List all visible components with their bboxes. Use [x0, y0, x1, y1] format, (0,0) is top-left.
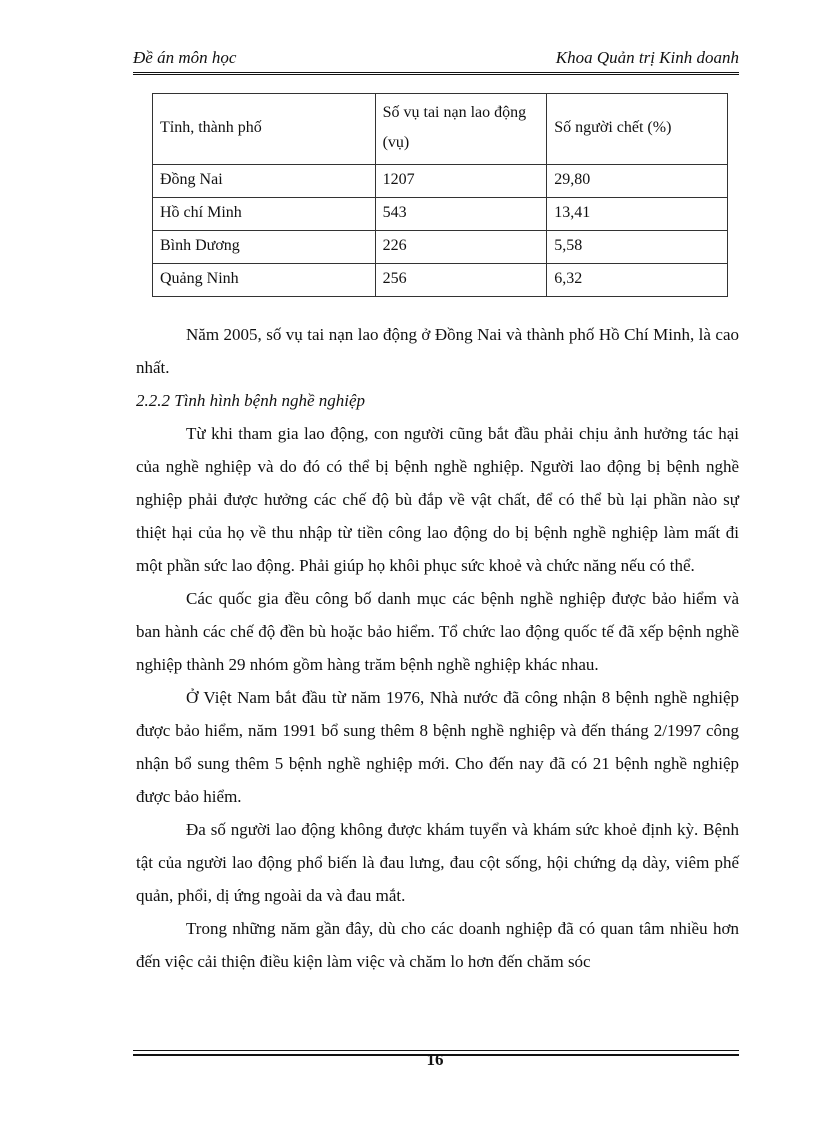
table-cell: 226	[375, 231, 547, 264]
table-header-cell: Số người chết (%)	[547, 94, 728, 165]
table-header-text: Số vụ tai nạn lao động (vụ)	[382, 104, 527, 151]
table-row	[153, 231, 728, 264]
table-header-cell	[375, 94, 547, 165]
paragraph: Ở Việt Nam bắt đầu từ năm 1976, Nhà nước đã công nhận 8 bệnh nghề nghiệp được bảo hiểm, năm 1991 bổ sung thêm 8 bệnh nghề nghiệp và đến tháng 2/1997 công nhận bổ sung thêm 5 bệnh nghề nghiệp mới. Cho đến nay đã có 21 bệnh nghề nghiệp được bảo hiểm.	[136, 688, 739, 806]
table-cell: 256	[375, 264, 547, 297]
table-header-cell: Tỉnh, thành phố	[153, 94, 376, 165]
page-number: 16	[426, 1050, 444, 1069]
header-course-title: Đề án môn học	[133, 48, 237, 67]
page-header	[133, 46, 739, 72]
table-cell: 1207	[375, 165, 547, 198]
table-cell: 29,80	[547, 165, 728, 198]
paragraph: Từ khi tham gia lao động, con người cũng bắt đầu phải chịu ảnh hưởng tác hại của nghề nghiệp và do đó có thể bị bệnh nghề nghiệp. Người lao động bị bệnh nghề nghiệp phải được hưởng các chế độ bù đắp về vật chất, để có thể bù lại phần nào sự thiệt hại của họ về thu nhập từ tiền công lao động do bị bệnh nghề nghiệp làm mất đi một phần sức lao động. Phải giúp họ khôi phục sức khoẻ và chức năng nếu có thể.	[136, 424, 739, 575]
header-divider	[133, 72, 739, 75]
table-row	[153, 198, 728, 231]
table-row	[153, 264, 728, 297]
table-cell: Đồng Nai	[153, 165, 376, 198]
paragraph: Năm 2005, số vụ tai nạn lao động ở Đồng Nai và thành phố Hồ Chí Minh, là cao nhất.	[136, 325, 739, 377]
paragraph: Trong những năm gần đây, dù cho các doanh nghiệp đã có quan tâm nhiều hơn đến việc cải thiện điều kiện làm việc và chăm lo hơn đến chăm sóc	[136, 919, 739, 971]
table-header-row	[153, 94, 728, 165]
table-cell: 543	[375, 198, 547, 231]
table-cell: 13,41	[547, 198, 728, 231]
table-cell: Bình Dương	[153, 231, 376, 264]
body-text	[136, 318, 739, 978]
table-cell: Quảng Ninh	[153, 264, 376, 297]
paragraph: Các quốc gia đều công bố danh mục các bệnh nghề nghiệp được bảo hiểm và ban hành các chế độ đền bù hoặc bảo hiểm. Tổ chức lao động quốc tế đã xếp bệnh nghề nghiệp thành 29 nhóm gồm hàng trăm bệnh nghề nghiệp khác nhau.	[136, 589, 739, 674]
section-heading: 2.2.2 Tình hình bệnh nghề nghiệp	[136, 391, 366, 410]
paragraph: Đa số người lao động không được khám tuyển và khám sức khoẻ định kỳ. Bệnh tật của người lao động phổ biến là đau lưng, đau cột sống, hội chứng dạ dày, viêm phế quản, phổi, dị ứng ngoài da và đau mắt.	[136, 820, 739, 905]
table-row	[153, 165, 728, 198]
accident-table	[152, 93, 728, 297]
table-cell: Hồ chí Minh	[153, 198, 376, 231]
header-faculty-name: Khoa Quản trị Kinh doanh	[555, 48, 739, 67]
table-cell: 6,32	[547, 264, 728, 297]
table-cell: 5,58	[547, 231, 728, 264]
